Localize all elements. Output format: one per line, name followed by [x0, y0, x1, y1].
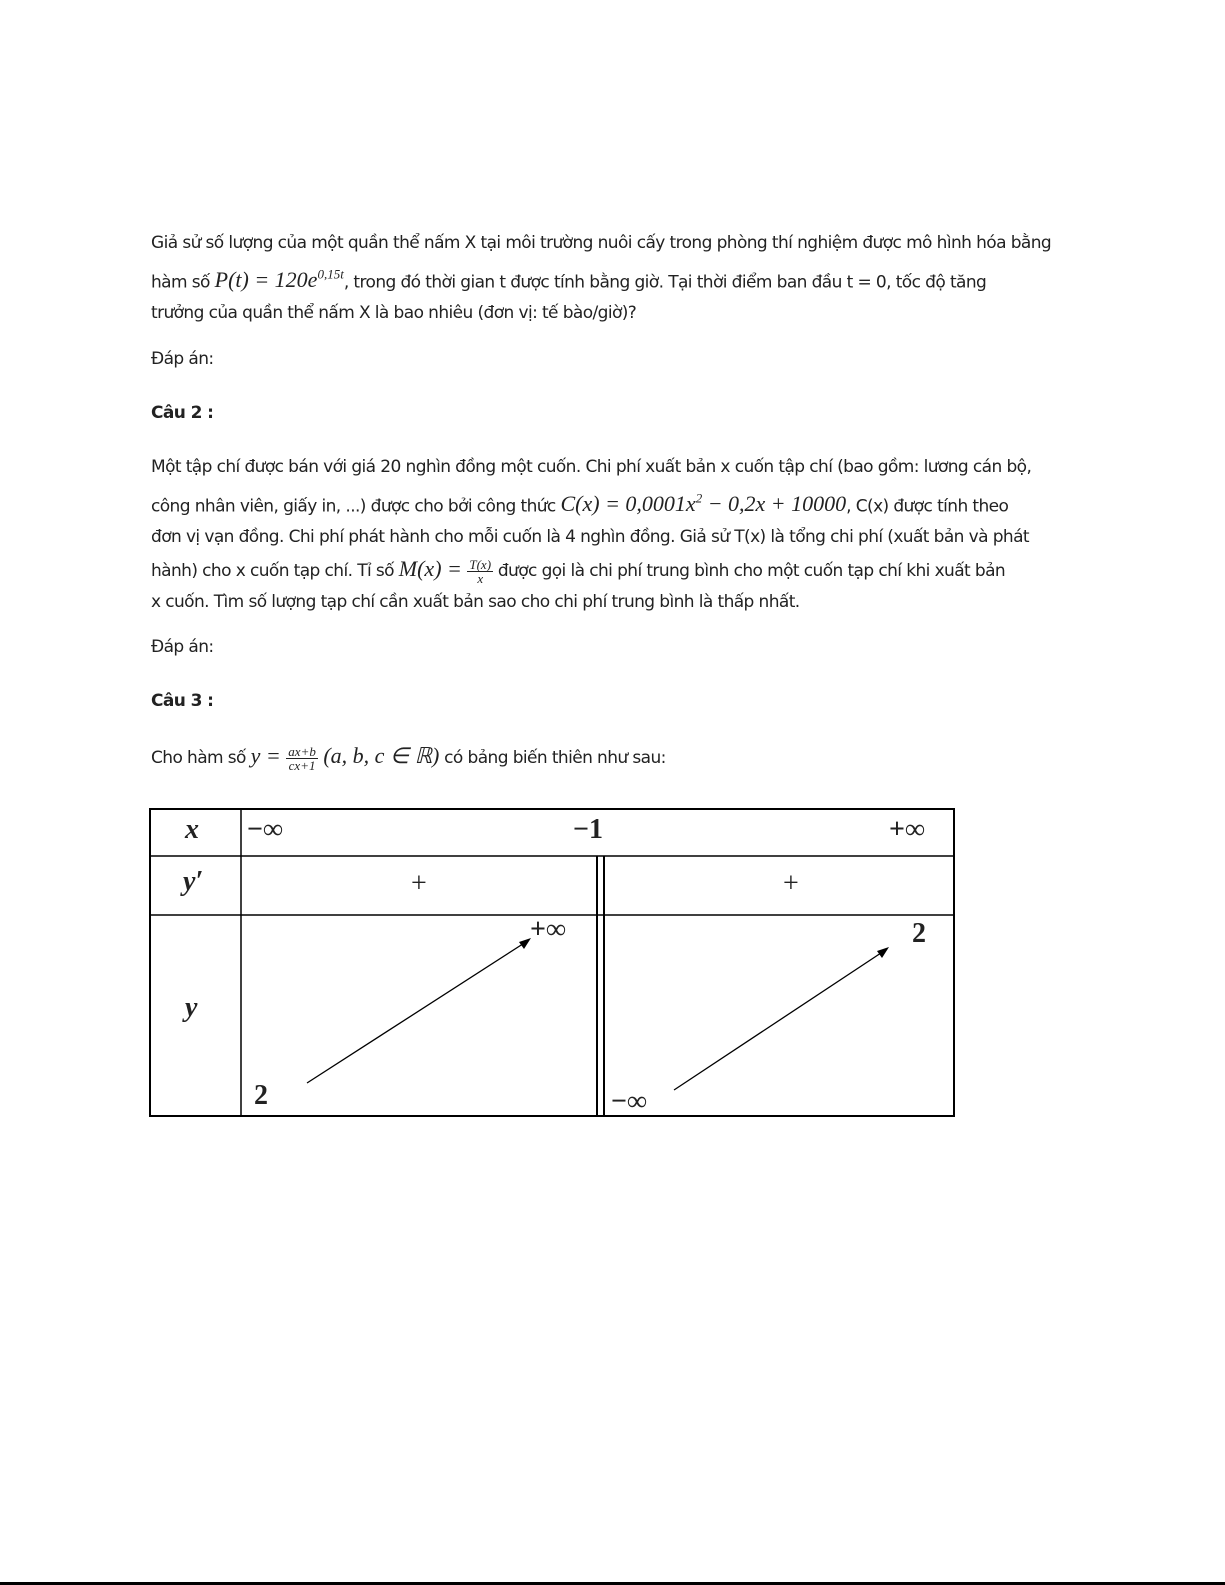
text-line: được gọi là chi phí trung bình cho một cuốn tạp chí khi xuất bản: [493, 561, 1006, 582]
text-line: Một tập chí được bán với giá 20 nghìn đồng một cuốn. Chi phí xuất bản x cuốn tập chí (bao gồm: lương cán bộ,: [151, 457, 1032, 477]
text-line: hàm số: [151, 272, 215, 293]
arrow-increasing-left: [307, 938, 531, 1083]
table-grid: [149, 808, 955, 1117]
condition: (a, b, c ∈ ℝ): [317, 743, 440, 768]
question-2-heading: Câu 2 :: [151, 403, 214, 423]
y-left-top: +∞: [530, 914, 566, 945]
formula-c: [560, 491, 846, 516]
numerator: ax+b: [288, 743, 316, 759]
row-label-y: y: [185, 992, 198, 1023]
x-mid-value: −1: [573, 814, 603, 845]
denominator: x: [477, 570, 484, 586]
formula-exponent: 2: [695, 491, 703, 506]
formula-exponent: 0,15t: [317, 267, 344, 282]
row-label-x: x: [185, 814, 199, 845]
question-3-heading: Câu 3 :: [151, 691, 214, 711]
text-line: trưởng của quần thể nấm X là bao nhiêu (đơn vị: tế bào/giờ)?: [151, 303, 637, 324]
formula-part: − 0,2x + 10000: [702, 491, 847, 517]
text-line: có bảng biến thiên như sau:: [439, 748, 666, 768]
text-line: , C(x) được tính theo: [846, 496, 1009, 517]
formula-base: P(t) = 120e: [214, 267, 318, 293]
y-right-top: 2: [912, 918, 926, 949]
answer-label-1: Đáp án:: [151, 349, 214, 369]
text-line: , trong đó thời gian t được tính bằng giờ. Tại thời điểm ban đầu t = 0, tốc độ tăng: [343, 272, 987, 293]
formula-m: M(x) =: [398, 556, 468, 582]
sign-right: +: [783, 868, 799, 899]
fraction: [286, 745, 318, 772]
answer-label-2: Đáp án:: [151, 637, 214, 657]
text-line: Cho hàm số: [151, 748, 251, 768]
numerator: T(x): [469, 556, 492, 572]
arrow-increasing-right: [674, 947, 889, 1090]
denominator: cx+1: [288, 757, 316, 773]
formula-p: [215, 267, 344, 292]
text-line: Giả sử số lượng của một quần thể nấm X tại môi trường nuôi cấy trong phòng thí nghiệm được mô hình hóa bằng: [151, 233, 1052, 253]
question-3: [151, 740, 666, 774]
formula-part: C(x) = 0,0001x: [560, 491, 696, 517]
x-right-value: +∞: [889, 814, 925, 845]
y-right-bottom: −∞: [611, 1086, 647, 1117]
sign-left: +: [411, 868, 427, 899]
row-label-yprime: y′: [183, 866, 204, 897]
fraction: [467, 558, 493, 585]
question-2: [151, 452, 1031, 618]
formula-y: y =: [250, 743, 287, 768]
y-left-bottom: 2: [254, 1080, 268, 1111]
variation-table: [149, 808, 955, 1117]
text-line: hành) cho x cuốn tạp chí. Tỉ số: [151, 561, 399, 582]
x-left-value: −∞: [247, 814, 283, 845]
text-line: đơn vị vạn đồng. Chi phí phát hành cho mỗi cuốn là 4 nghìn đồng. Giả sử T(x) là tổng chi phí (xuất bản và phát: [151, 527, 1029, 548]
question-1: [151, 228, 1051, 329]
text-line: công nhân viên, giấy in, ...) được cho bởi công thức: [151, 496, 561, 517]
text-line: x cuốn. Tìm số lượng tạp chí cần xuất bản sao cho chi phí trung bình là thấp nhất.: [151, 592, 800, 613]
